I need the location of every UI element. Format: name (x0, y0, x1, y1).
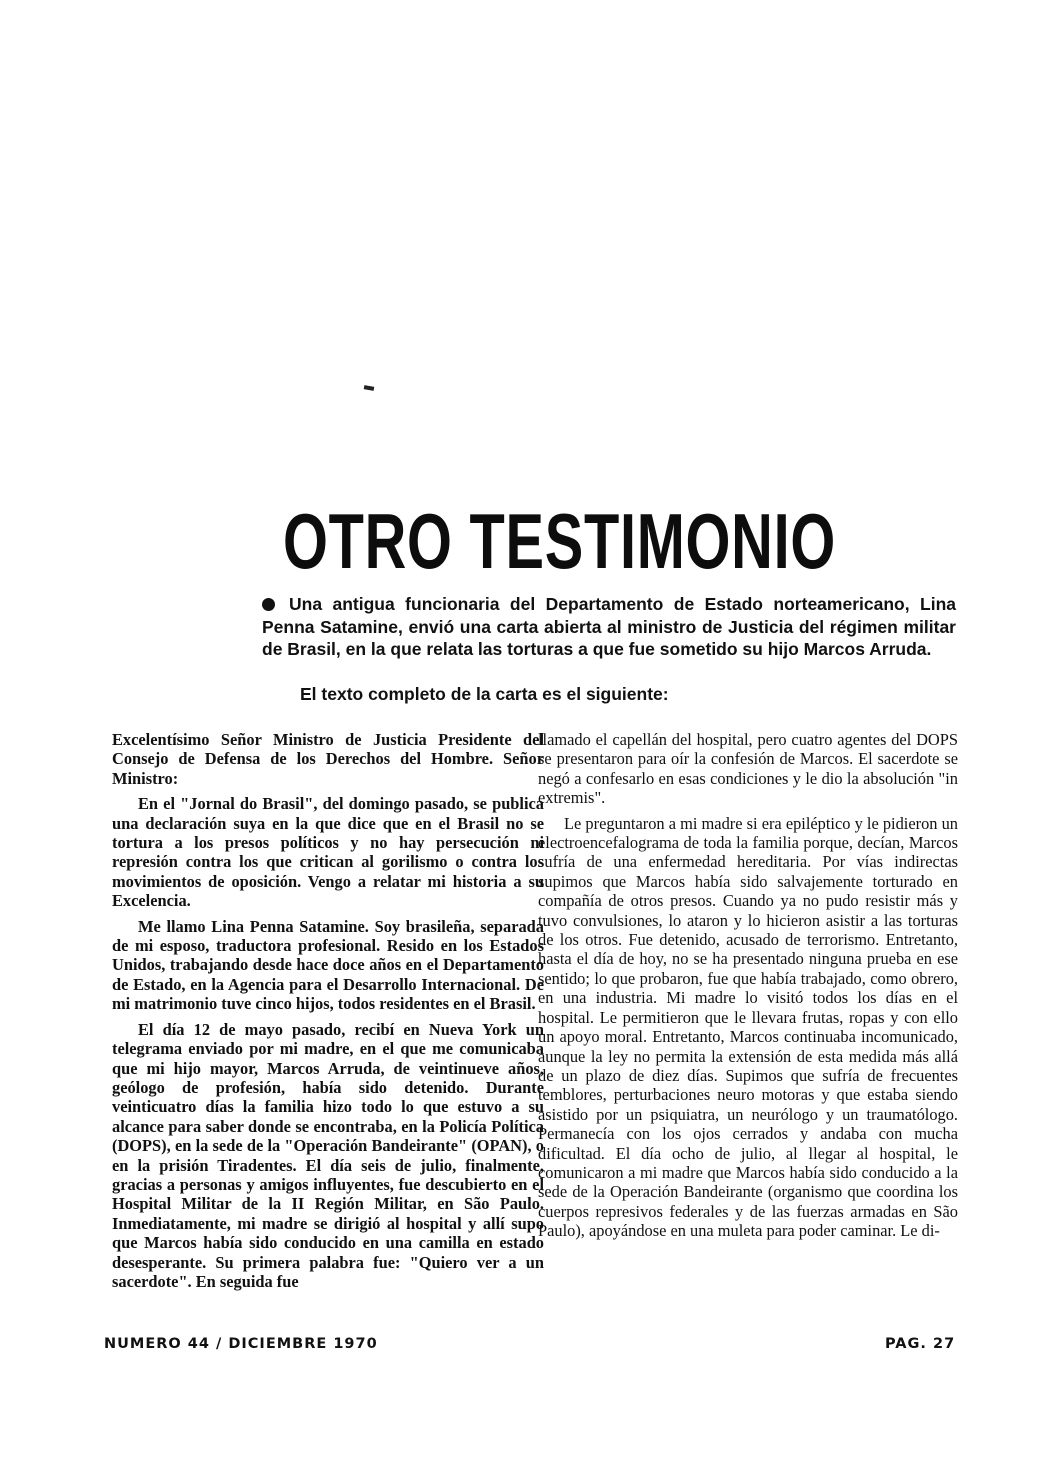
lead-text: Una antigua funcionaria del Departamento de Estado norteamericano, Lina Penna Satamine, envió una carta abierta al ministro de Justicia del régimen militar de Brasil, en la que relata las torturas a que fue sometido su hijo Marcos Arruda. (262, 594, 956, 659)
left-paragraph-1: En el "Jornal do Brasil", del domingo pasado, se publica una declaración suya en la que dice que en el Brasil no se tortura a los presos políticos y no hay persecución ni represión contra los que critican al gorilismo o contra los movimientos de oposición. Vengo a relatar mi historia a su Excelencia. (112, 794, 544, 911)
bullet-dot-icon (262, 598, 275, 611)
right-paragraph-1: llamado el capellán del hospital, pero cuatro agentes del DOPS se presentaron para oír la confesión de Marcos. El sacerdote se negó a confesarlo en esas condiciones y le dio la absolución "in extremis". (538, 730, 958, 808)
right-paragraph-2: Le preguntaron a mi madre si era epiléptico y le pidieron un electroencefalograma de toda la familia porque, decían, Marcos sufría de una enfermedad hereditaria. Por vías indirectas supimos que Marcos había sido salvajemente torturado en compañía de otros presos. Cuando ya no pudo resistir más y tuvo convulsiones, lo ataron y lo hicieron asistir a las torturas de los otros. Fue detenido, acusado de terrorismo. Entretanto, hasta el día de hoy, no se ha presentado ninguna prueba en ese sentido; lo que probaron, fue que había trabajado, como obrero, en una industria. Mi madre lo visitó todos los días en el hospital. Le permitieron que le llevara frutas, ropas y con ello un apoyo moral. Entretanto, Marcos continuaba incomunicado, aunque la ley no permita la extensión de esta medida más allá de un plazo de diez días. Supimos que sufría de frecuentes temblores, perturbaciones neuro motoras y que estaba siendo asistido por un psiquiatra, un neurólogo y un traumatólogo. Permanecía con los ojos cerrados y andaba con mucha dificultad. El día ocho de julio, al llegar al hospital, le comunicaron a mi madre que Marcos había sido conducido a la sede de la Operación Bandeirante (organismo que coordina los cuerpos represivos federales y de las fuerzas armadas en São Paulo), apoyándose en una muleta para poder caminar. Le di- (538, 813, 958, 1241)
lead-intro-line: El texto completo de la carta es el siguiente: (300, 684, 669, 704)
left-paragraph-3: El día 12 de mayo pasado, recibí en Nueva York un telegrama enviado por mi madre, en el que me comunicaba que mi hijo mayor, Marcos Arruda, de veintinueve años, geólogo de profesión, había sido detenido. Durante veinticuatro días la familia hizo todo lo que estuvo a su alcance para saber donde se encontraba, en la Policía Política (DOPS), en la sede de la "Operación Bandeirante" (OPAN), o en la prisión Tiradentes. El día seis de julio, finalmente, gracias a personas y amigos influyentes, fue descubierto en el Hospital Militar de la II Región Militar, en São Paulo. Inmediatamente, mi madre se dirigió al hospital y allí supo que Marcos había sido conducido en una camilla en estado desesperante. Su primera palabra fue: "Quiero ver a un sacerdote". En seguida fue (112, 1019, 544, 1291)
right-column (538, 730, 958, 1247)
stray-ink-mark (364, 385, 375, 391)
left-paragraph-2: Me llamo Lina Penna Satamine. Soy brasileña, separada de mi esposo, traductora profesional. Resido en los Estados Unidos, trabajando desde hace doce años en el Departamento de Estado, en la Agencia para el Desarrollo Internacional. De mi matrimonio tuve cinco hijos, todos residentes en el Brasil. (112, 916, 544, 1014)
issue-footer: NUMERO 44 / DICIEMBRE 1970 (104, 1336, 378, 1352)
article-headline: OTRO TESTIMONIO (283, 497, 837, 585)
letter-salutation: Excelentísimo Señor Ministro de Justicia Presidente del Consejo de Defensa de los Derechos del Hombre. Señor Ministro: (112, 730, 544, 788)
lead-paragraph (262, 593, 956, 661)
left-column (112, 730, 544, 1297)
page-number: PAG. 27 (885, 1336, 956, 1352)
